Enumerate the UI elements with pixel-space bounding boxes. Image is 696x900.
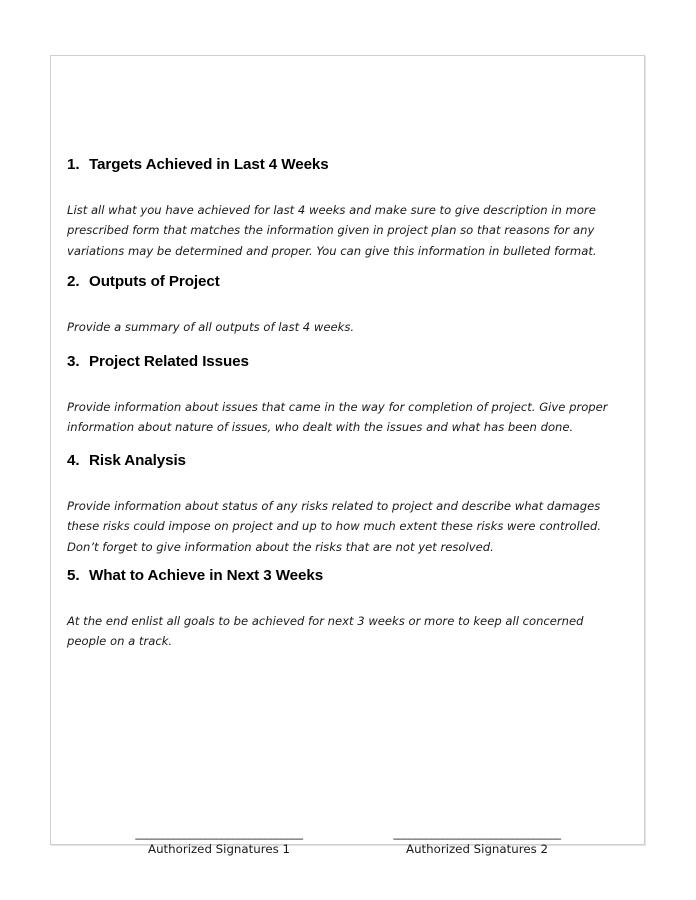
section-body-1: List all what you have achieved for last 4 weeks and make sure to give description in more prescribed form that matches the information given in project plan so that reasons for any variations may be determined and proper. You can give this information in bulleted format. bbox=[67, 203, 597, 258]
section-body-5: At the end enlist all goals to be achieved for next 3 weeks or more to keep all concerned people on a track. bbox=[67, 614, 584, 649]
section-body-4: Provide information about status of any risks related to project and describe what damages these risks could impose on project and up to how much extent these risks were controlled. Don’t forget to give information about the risks that are not yet resolved. bbox=[67, 499, 602, 554]
signature-label-2: Authorized Signatures 2 bbox=[406, 842, 548, 856]
signature-block-1 bbox=[129, 826, 309, 858]
signature-row bbox=[67, 826, 630, 876]
section-body-2: Provide a summary of all outputs of last 4 weeks. bbox=[67, 320, 355, 334]
signature-block-2 bbox=[387, 826, 567, 858]
document-content bbox=[67, 56, 630, 856]
section-body-3: Provide information about issues that came in the way for completion of project. Give proper information about nature of issues, who dealt with the issues and what has been done. bbox=[67, 400, 608, 435]
section-number-1: 1. bbox=[67, 156, 80, 173]
section-number-4: 4. bbox=[67, 452, 80, 469]
section-heading-1 bbox=[67, 156, 329, 173]
signature-rule-2: _______________________________ bbox=[393, 826, 561, 840]
section-title-5: What to Achieve in Next 3 Weeks bbox=[89, 567, 324, 584]
section-number-3: 3. bbox=[67, 353, 80, 370]
section-heading-2 bbox=[67, 273, 220, 290]
signature-rule-1: _______________________________ bbox=[135, 826, 303, 840]
section-heading-3 bbox=[67, 353, 249, 370]
section-title-3: Project Related Issues bbox=[89, 353, 249, 370]
section-title-4: Risk Analysis bbox=[89, 452, 186, 469]
section-heading-5 bbox=[67, 567, 323, 584]
section-heading-4 bbox=[67, 452, 186, 469]
section-number-5: 5. bbox=[67, 567, 80, 584]
section-title-2: Outputs of Project bbox=[89, 273, 220, 290]
section-title-1: Targets Achieved in Last 4 Weeks bbox=[89, 156, 329, 173]
section-number-2: 2. bbox=[67, 273, 80, 290]
signature-label-1: Authorized Signatures 1 bbox=[148, 842, 290, 856]
document-page bbox=[50, 55, 645, 856]
